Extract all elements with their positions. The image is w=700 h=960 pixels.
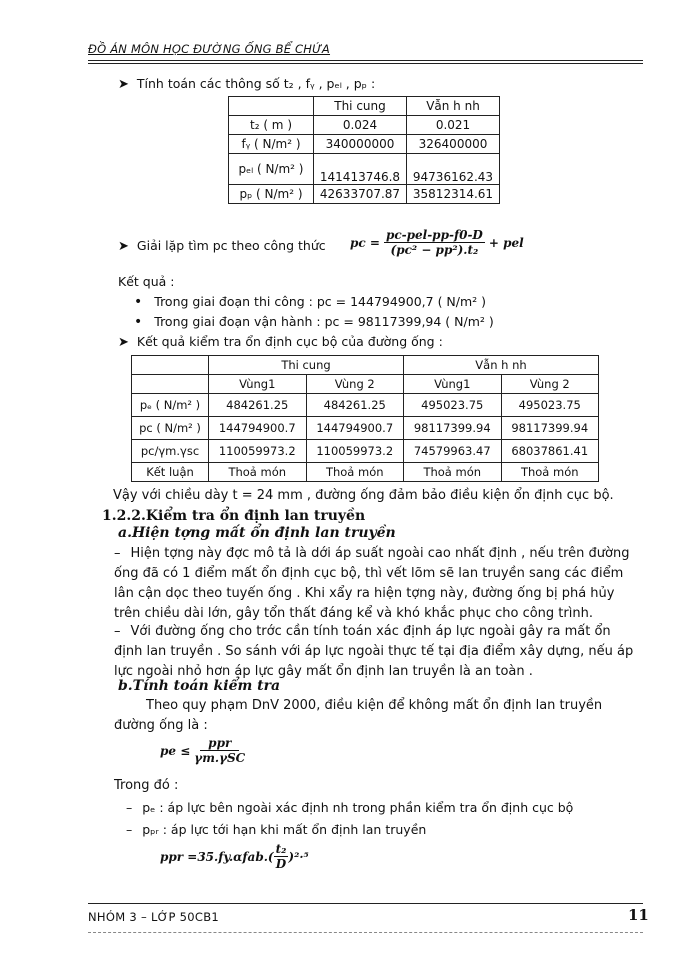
- formula-ppr: ppr =35.fy.αfab.( t₂ D )²·⁵: [160, 842, 309, 871]
- arrow-bullet-icon: ➤: [118, 77, 129, 92]
- paragraph-comparison: – Với đường ống cho trớc cần tính toán xác định áp lực ngoài gây ra mất ổn định lan truyền . So sánh với áp lực ngoài thực tế tại địa điểm xây dựng, nếu áp lực ngoài nhỏ hơn áp lực gây mất ổn định lan truyền là an toàn .: [114, 624, 634, 679]
- table-row: t₂ ( m ) 0.024 0.021: [229, 116, 500, 135]
- paragraph-propagation: – Hiện tợng này đợc mô tả là dới áp suất ngoài cao nhất định , nếu trên đường ống đã có 1 điểm mất ổn định cục bộ, thì vết lõm sẽ lan truyền sang các điểm lân cận dọc theo tuyến ống . Khi xẩy ra hiện tợng này, đường ống bị phá hủy trên chiều dài lớn, gây tổn thất đáng kể và khó khắc phục cho công trình.: [114, 546, 630, 621]
- dash-bullet-icon: –: [126, 822, 133, 837]
- result-item: • Trong giai đoạn vận hành : pc = 98117399,94 ( N/m² ): [134, 314, 494, 330]
- table-group-row: Thi cung Vẫn h nh: [132, 356, 599, 375]
- footer-group: NHÓM 3 – LỚP 50CB1: [88, 910, 220, 924]
- conclusion-text: Vậy với chiều dày t = 24 mm , đường ống đảm bảo điều kiện ổn định cục bộ.: [113, 488, 614, 503]
- definition-item: – pₑ : áp lực bên ngoài xác định nh trong phần kiểm tra ổn định cục bộ: [126, 800, 574, 815]
- bullet-dot-icon: •: [134, 314, 143, 330]
- table-header-row: Thi cung Vẫn h nh: [229, 97, 500, 116]
- solve-bullet: ➤ Giải lặp tìm pc theo công thức: [118, 238, 326, 254]
- table-row: pc/γm.γsc 110059973.2 110059973.2 74579963.47 68037861.41: [132, 440, 599, 463]
- table-row: pₚ ( N/m² ) 42633707.87 35812314.61: [229, 185, 500, 204]
- paragraph-dnv: Theo quy phạm DnV 2000, điều kiện để không mất ổn định lan truyền đường ống là :: [114, 698, 603, 733]
- parameters-table: [228, 96, 500, 204]
- dash-bullet-icon: –: [114, 624, 121, 639]
- page-number: 11: [628, 906, 649, 924]
- table-header-row: Vùng1 Vùng 2 Vùng1 Vùng 2: [132, 375, 599, 394]
- table-row: pₑₗ ( N/m² ) 141413746.8 94736162.43: [229, 154, 500, 185]
- arrow-bullet-icon: ➤: [118, 239, 129, 254]
- header-rule-2: [88, 63, 643, 64]
- subsection-b-title: b.Tính toán kiểm tra: [118, 678, 281, 694]
- subsection-a-title: a.Hiện tợng mất ổn định lan truyền: [118, 525, 396, 541]
- table-row: pc ( N/m² ) 144794900.7 144794900.7 98117399.94 98117399.94: [132, 417, 599, 440]
- running-header: ĐỒ ÁN MÔN HỌC ĐƯỜNG ỐNG BỂ CHỨA: [88, 42, 331, 56]
- formula-pc: pc = pc-pel-pp-f0-D (pc² − pp²).t₂ + pel: [350, 228, 524, 257]
- dash-bullet-icon: –: [126, 800, 133, 815]
- dash-bullet-icon: –: [114, 546, 121, 561]
- results-label: Kết quả :: [118, 274, 175, 289]
- footer-dashed-rule: [88, 932, 643, 933]
- section-title: 1.2.2.Kiểm tra ổn định lan truyền: [102, 508, 366, 524]
- header-rule: [88, 60, 643, 61]
- check-bullet: ➤ Kết quả kiểm tra ổn định cục bộ của đường ống :: [118, 334, 443, 350]
- table-row: Kết luận Thoả món Thoả món Thoả món Thoả món: [132, 463, 599, 482]
- table-row: pₑ ( N/m² ) 484261.25 484261.25 495023.75 495023.75: [132, 394, 599, 417]
- where-label: Trong đó :: [114, 778, 179, 793]
- intro-bullet: ➤ Tính toán các thông số t₂ , fᵧ , pₑₗ , pₚ :: [118, 76, 376, 92]
- footer-rule: [88, 903, 643, 904]
- bullet-dot-icon: •: [134, 294, 143, 310]
- table-row: fᵧ ( N/m² ) 340000000 326400000: [229, 135, 500, 154]
- formula-pe-condition: pe ≤ ppr γm.γSC: [160, 736, 246, 765]
- arrow-bullet-icon: ➤: [118, 335, 129, 350]
- definition-item: – pₚᵣ : áp lực tới hạn khi mất ổn định lan truyền: [126, 822, 427, 837]
- result-item: • Trong giai đoạn thi công : pc = 144794900,7 ( N/m² ): [134, 294, 487, 310]
- local-stability-table: [131, 355, 599, 482]
